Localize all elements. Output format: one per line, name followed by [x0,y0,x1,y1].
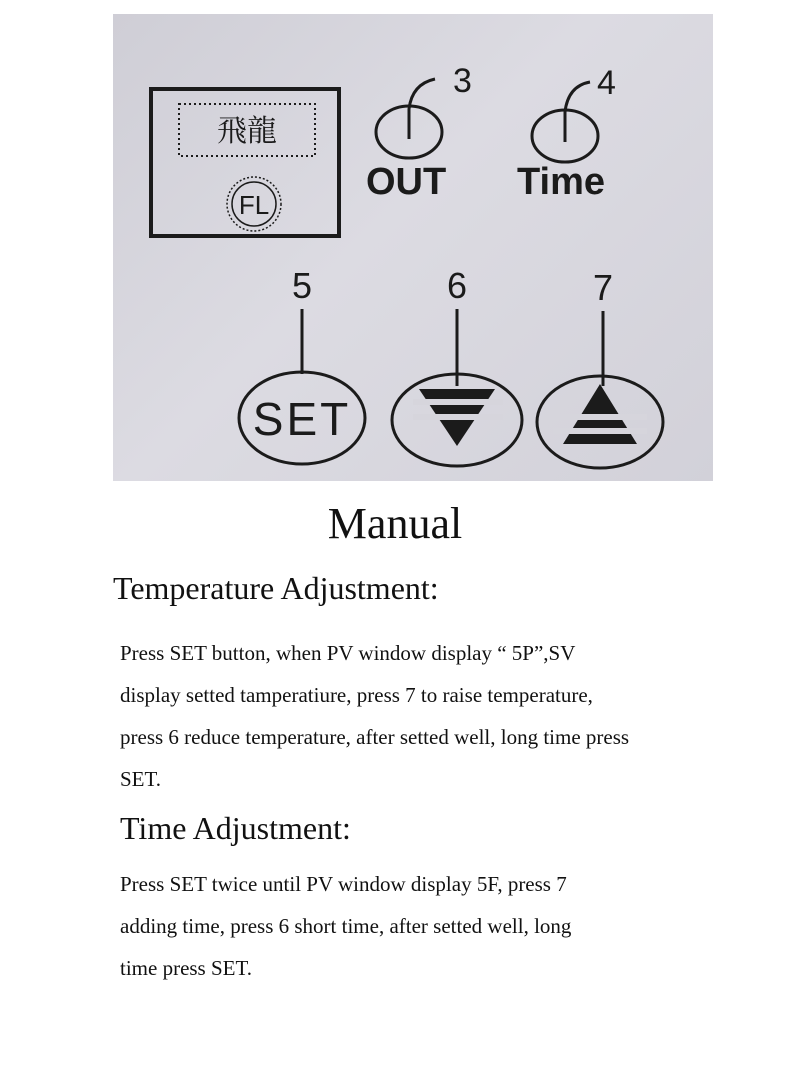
button-6-number: 6 [446,265,468,306]
down-button[interactable] [392,265,522,466]
control-panel-photo [113,14,713,481]
set-button-label: SET [252,393,352,445]
button-7-number: 7 [592,267,614,308]
time-instruction-line: Press SET twice until PV window display 5F, press 7 [120,872,567,896]
temperature-adjustment-heading: Temperature Adjustment: [113,570,439,606]
temperature-instruction-line: SET. [120,767,162,791]
time-instruction-line: time press SET. [120,956,253,980]
time-indicator [517,64,616,203]
temperature-instruction-line: display setted tamperatiure, press 7 to raise temperature, [120,683,593,707]
fl-badge-text: FL [238,190,270,220]
fl-badge [227,177,281,231]
out-indicator [366,62,472,203]
button-5-number: 5 [291,265,313,306]
indicator-3-number: 3 [453,62,472,100]
up-button[interactable] [537,267,663,468]
time-label: Time [517,161,606,203]
indicator-4-number: 4 [597,64,616,102]
temperature-instruction-line: Press SET button, when PV window display “ 5P”,SV [120,641,576,665]
time-adjustment-heading: Time Adjustment: [120,810,351,846]
set-button[interactable] [239,265,365,464]
display-window [151,89,339,236]
time-instruction-line: adding time, press 6 short time, after setted well, long [120,914,572,938]
out-label: OUT [366,161,447,203]
manual-title: Manual [327,499,463,548]
temperature-instruction-line: press 6 reduce temperature, after setted well, long time press [120,725,630,749]
down-triangle-icon [413,389,503,446]
up-triangle-icon [553,384,647,444]
logo-text: 飛龍 [217,114,277,149]
